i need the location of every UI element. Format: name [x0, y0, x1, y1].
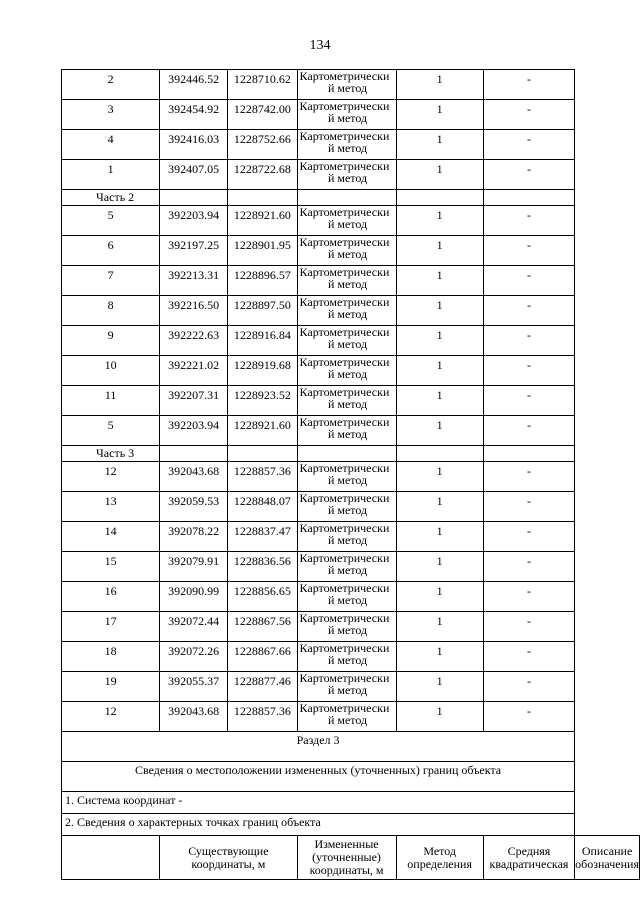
method-line-2: й метод	[327, 171, 368, 185]
table-row	[62, 672, 640, 702]
description-cell: -	[483, 462, 574, 492]
point-number-cell: 10	[62, 356, 160, 386]
method-line-1: Картометрически	[299, 385, 390, 399]
table-row	[62, 416, 640, 446]
method-cell	[297, 522, 396, 552]
method-line-2: й метод	[327, 397, 368, 411]
method-line-1: Картометрически	[299, 415, 390, 429]
method-line-2: й метод	[327, 473, 368, 487]
accuracy-cell: 1	[396, 236, 483, 266]
description-cell: -	[483, 130, 574, 160]
y-coordinate-cell: 1228919.68	[228, 356, 297, 386]
x-coordinate-cell: 392072.44	[160, 612, 228, 642]
method-cell	[297, 296, 396, 326]
description-cell: -	[483, 386, 574, 416]
y-coordinate-cell: 1228867.66	[228, 642, 297, 672]
method-line-1: Картометрически	[299, 235, 390, 249]
y-coordinate-cell: 1228877.46	[228, 672, 297, 702]
method-cell	[297, 160, 396, 190]
description-cell: -	[483, 160, 574, 190]
accuracy-cell: 1	[396, 492, 483, 522]
table-row	[62, 160, 640, 190]
method-line-1: Картометрически	[299, 265, 390, 279]
point-number-cell: 7	[62, 266, 160, 296]
y-coordinate-cell: 1228752.66	[228, 130, 297, 160]
x-coordinate-cell: 392079.91	[160, 552, 228, 582]
description-cell: -	[483, 416, 574, 446]
header-method: Метод определения	[396, 836, 483, 880]
method-line-1: Картометрически	[299, 461, 390, 475]
section-title: Раздел 3	[62, 732, 575, 762]
x-coordinate-cell: 392446.52	[160, 70, 228, 100]
method-line-1: Картометрически	[299, 551, 390, 565]
accuracy-cell: 1	[396, 702, 483, 732]
description-cell: -	[483, 100, 574, 130]
accuracy-cell: 1	[396, 522, 483, 552]
method-line-1: Картометрически	[299, 581, 390, 595]
method-line-2: й метод	[327, 81, 368, 95]
x-coordinate-cell: 392090.99	[160, 582, 228, 612]
method-line-1: Картометрически	[299, 491, 390, 505]
section-subtitle-row	[62, 762, 640, 792]
description-cell: -	[483, 296, 574, 326]
table-row	[62, 100, 640, 130]
accuracy-cell: 1	[396, 296, 483, 326]
description-cell: -	[483, 552, 574, 582]
method-cell	[297, 266, 396, 296]
method-line-1: Картометрически	[299, 521, 390, 535]
description-cell: -	[483, 492, 574, 522]
x-coordinate-cell: 392222.63	[160, 326, 228, 356]
table-row	[62, 236, 640, 266]
header-blank	[62, 836, 160, 880]
y-coordinate-cell: 1228897.50	[228, 296, 297, 326]
x-coordinate-cell: 392207.31	[160, 386, 228, 416]
accuracy-cell: 1	[396, 356, 483, 386]
method-line-1: Картометрически	[299, 641, 390, 655]
accuracy-cell: 1	[396, 70, 483, 100]
table-row	[62, 296, 640, 326]
point-number-cell: 1	[62, 160, 160, 190]
header-row	[62, 836, 640, 880]
accuracy-cell: 1	[396, 582, 483, 612]
method-line-1: Картометрически	[299, 205, 390, 219]
description-cell: -	[483, 522, 574, 552]
method-line-1: Картометрически	[299, 325, 390, 339]
x-coordinate-cell: 392216.50	[160, 296, 228, 326]
point-number-cell: 19	[62, 672, 160, 702]
method-line-1: Картометрически	[299, 69, 390, 83]
x-coordinate-cell: 392078.22	[160, 522, 228, 552]
method-line-2: й метод	[327, 593, 368, 607]
method-line-1: Картометрически	[299, 671, 390, 685]
page-number: 134	[309, 38, 331, 53]
x-coordinate-cell: 392043.68	[160, 702, 228, 732]
table-row	[62, 522, 640, 552]
point-number-cell: 18	[62, 642, 160, 672]
description-cell: -	[483, 236, 574, 266]
accuracy-cell: 1	[396, 100, 483, 130]
point-number-cell: 17	[62, 612, 160, 642]
table-row	[62, 612, 640, 642]
method-line-2: й метод	[327, 563, 368, 577]
method-cell	[297, 582, 396, 612]
method-cell	[297, 130, 396, 160]
part-heading-row	[62, 446, 640, 462]
accuracy-cell: 1	[396, 130, 483, 160]
method-cell	[297, 642, 396, 672]
table-row	[62, 386, 640, 416]
table-row	[62, 552, 640, 582]
point-number-cell: 12	[62, 702, 160, 732]
y-coordinate-cell: 1228921.60	[228, 416, 297, 446]
method-cell	[297, 236, 396, 266]
x-coordinate-cell: 392043.68	[160, 462, 228, 492]
x-coordinate-cell: 392055.37	[160, 672, 228, 702]
table-row	[62, 582, 640, 612]
method-line-1: Картометрически	[299, 611, 390, 625]
header-existing: Существующие координаты, м	[160, 836, 297, 880]
method-cell	[297, 552, 396, 582]
table-row	[62, 462, 640, 492]
method-cell	[297, 492, 396, 522]
point-number-cell: 3	[62, 100, 160, 130]
description-cell: -	[483, 702, 574, 732]
y-coordinate-cell: 1228857.36	[228, 462, 297, 492]
description-cell: -	[483, 70, 574, 100]
method-line-2: й метод	[327, 141, 368, 155]
x-coordinate-cell: 392197.25	[160, 236, 228, 266]
method-cell	[297, 356, 396, 386]
method-line-2: й метод	[327, 533, 368, 547]
accuracy-cell: 1	[396, 160, 483, 190]
x-coordinate-cell: 392416.03	[160, 130, 228, 160]
y-coordinate-cell: 1228848.07	[228, 492, 297, 522]
point-number-cell: 16	[62, 582, 160, 612]
method-line-2: й метод	[327, 307, 368, 321]
method-line-1: Картометрически	[299, 701, 390, 715]
accuracy-cell: 1	[396, 612, 483, 642]
table-row	[62, 356, 640, 386]
x-coordinate-cell: 392203.94	[160, 206, 228, 236]
method-line-2: й метод	[327, 427, 368, 441]
table-row	[62, 70, 640, 100]
point-number-cell: 5	[62, 206, 160, 236]
point-number-cell: 8	[62, 296, 160, 326]
method-cell	[297, 206, 396, 236]
table-row	[62, 130, 640, 160]
point-number-cell: 13	[62, 492, 160, 522]
table-row	[62, 702, 640, 732]
header-accuracy: Средняя квадратическая	[483, 836, 574, 880]
table-row	[62, 326, 640, 356]
method-line-1: Картометрически	[299, 355, 390, 369]
y-coordinate-cell: 1228901.95	[228, 236, 297, 266]
method-line-1: Картометрически	[299, 159, 390, 173]
x-coordinate-cell: 392454.92	[160, 100, 228, 130]
boundary-points-item-row	[62, 814, 640, 836]
method-cell	[297, 416, 396, 446]
y-coordinate-cell: 1228742.00	[228, 100, 297, 130]
point-number-cell: 11	[62, 386, 160, 416]
x-coordinate-cell: 392221.02	[160, 356, 228, 386]
point-number-cell: 2	[62, 70, 160, 100]
method-line-2: й метод	[327, 503, 368, 517]
method-line-2: й метод	[327, 653, 368, 667]
method-cell	[297, 672, 396, 702]
x-coordinate-cell: 392407.05	[160, 160, 228, 190]
accuracy-cell: 1	[396, 326, 483, 356]
method-line-2: й метод	[327, 217, 368, 231]
method-line-1: Картометрически	[299, 295, 390, 309]
method-line-2: й метод	[327, 713, 368, 727]
accuracy-cell: 1	[396, 386, 483, 416]
point-number-cell: 6	[62, 236, 160, 266]
method-cell	[297, 100, 396, 130]
y-coordinate-cell: 1228856.65	[228, 582, 297, 612]
description-cell: -	[483, 266, 574, 296]
description-cell: -	[483, 642, 574, 672]
accuracy-cell: 1	[396, 206, 483, 236]
y-coordinate-cell: 1228722.68	[228, 160, 297, 190]
point-number-cell: 9	[62, 326, 160, 356]
part-label: Часть 2	[62, 190, 160, 206]
table-row	[62, 266, 640, 296]
x-coordinate-cell: 392213.31	[160, 266, 228, 296]
description-cell: -	[483, 356, 574, 386]
method-line-2: й метод	[327, 277, 368, 291]
point-number-cell: 5	[62, 416, 160, 446]
method-line-1: Картометрически	[299, 129, 390, 143]
y-coordinate-cell: 1228710.62	[228, 70, 297, 100]
x-coordinate-cell: 392059.53	[160, 492, 228, 522]
accuracy-cell: 1	[396, 462, 483, 492]
method-line-2: й метод	[327, 111, 368, 125]
method-line-2: й метод	[327, 367, 368, 381]
coordinate-system-item: 1. Система координат -	[62, 792, 575, 814]
coordinate-system-item-row	[62, 792, 640, 814]
header-changed: Измененные (уточненные) координаты, м	[297, 836, 396, 880]
coordinates-table	[61, 69, 640, 880]
description-cell: -	[483, 612, 574, 642]
y-coordinate-cell: 1228896.57	[228, 266, 297, 296]
method-cell	[297, 462, 396, 492]
method-cell	[297, 326, 396, 356]
y-coordinate-cell: 1228837.47	[228, 522, 297, 552]
accuracy-cell: 1	[396, 672, 483, 702]
method-line-2: й метод	[327, 623, 368, 637]
table-row	[62, 206, 640, 236]
point-number-cell: 14	[62, 522, 160, 552]
method-cell	[297, 702, 396, 732]
method-cell	[297, 70, 396, 100]
accuracy-cell: 1	[396, 552, 483, 582]
description-cell: -	[483, 582, 574, 612]
y-coordinate-cell: 1228836.56	[228, 552, 297, 582]
y-coordinate-cell: 1228921.60	[228, 206, 297, 236]
description-cell: -	[483, 672, 574, 702]
y-coordinate-cell: 1228867.56	[228, 612, 297, 642]
table-row	[62, 492, 640, 522]
header-description: Описание обозначения	[575, 836, 640, 880]
y-coordinate-cell: 1228923.52	[228, 386, 297, 416]
description-cell: -	[483, 206, 574, 236]
method-cell	[297, 612, 396, 642]
accuracy-cell: 1	[396, 416, 483, 446]
boundary-points-item: 2. Сведения о характерных точках границ объекта	[62, 814, 575, 836]
table-row	[62, 642, 640, 672]
method-cell	[297, 386, 396, 416]
method-line-1: Картометрически	[299, 99, 390, 113]
x-coordinate-cell: 392072.26	[160, 642, 228, 672]
y-coordinate-cell: 1228916.84	[228, 326, 297, 356]
description-cell: -	[483, 326, 574, 356]
point-number-cell: 12	[62, 462, 160, 492]
method-line-2: й метод	[327, 683, 368, 697]
x-coordinate-cell: 392203.94	[160, 416, 228, 446]
part-heading-row	[62, 190, 640, 206]
y-coordinate-cell: 1228857.36	[228, 702, 297, 732]
section-title-row	[62, 732, 640, 762]
accuracy-cell: 1	[396, 266, 483, 296]
section-subtitle: Сведения о местоположении измененных (уточненных) границ объекта	[62, 762, 575, 792]
method-line-2: й метод	[327, 337, 368, 351]
point-number-cell: 15	[62, 552, 160, 582]
method-line-2: й метод	[327, 247, 368, 261]
part-label: Часть 3	[62, 446, 160, 462]
point-number-cell: 4	[62, 130, 160, 160]
accuracy-cell: 1	[396, 642, 483, 672]
